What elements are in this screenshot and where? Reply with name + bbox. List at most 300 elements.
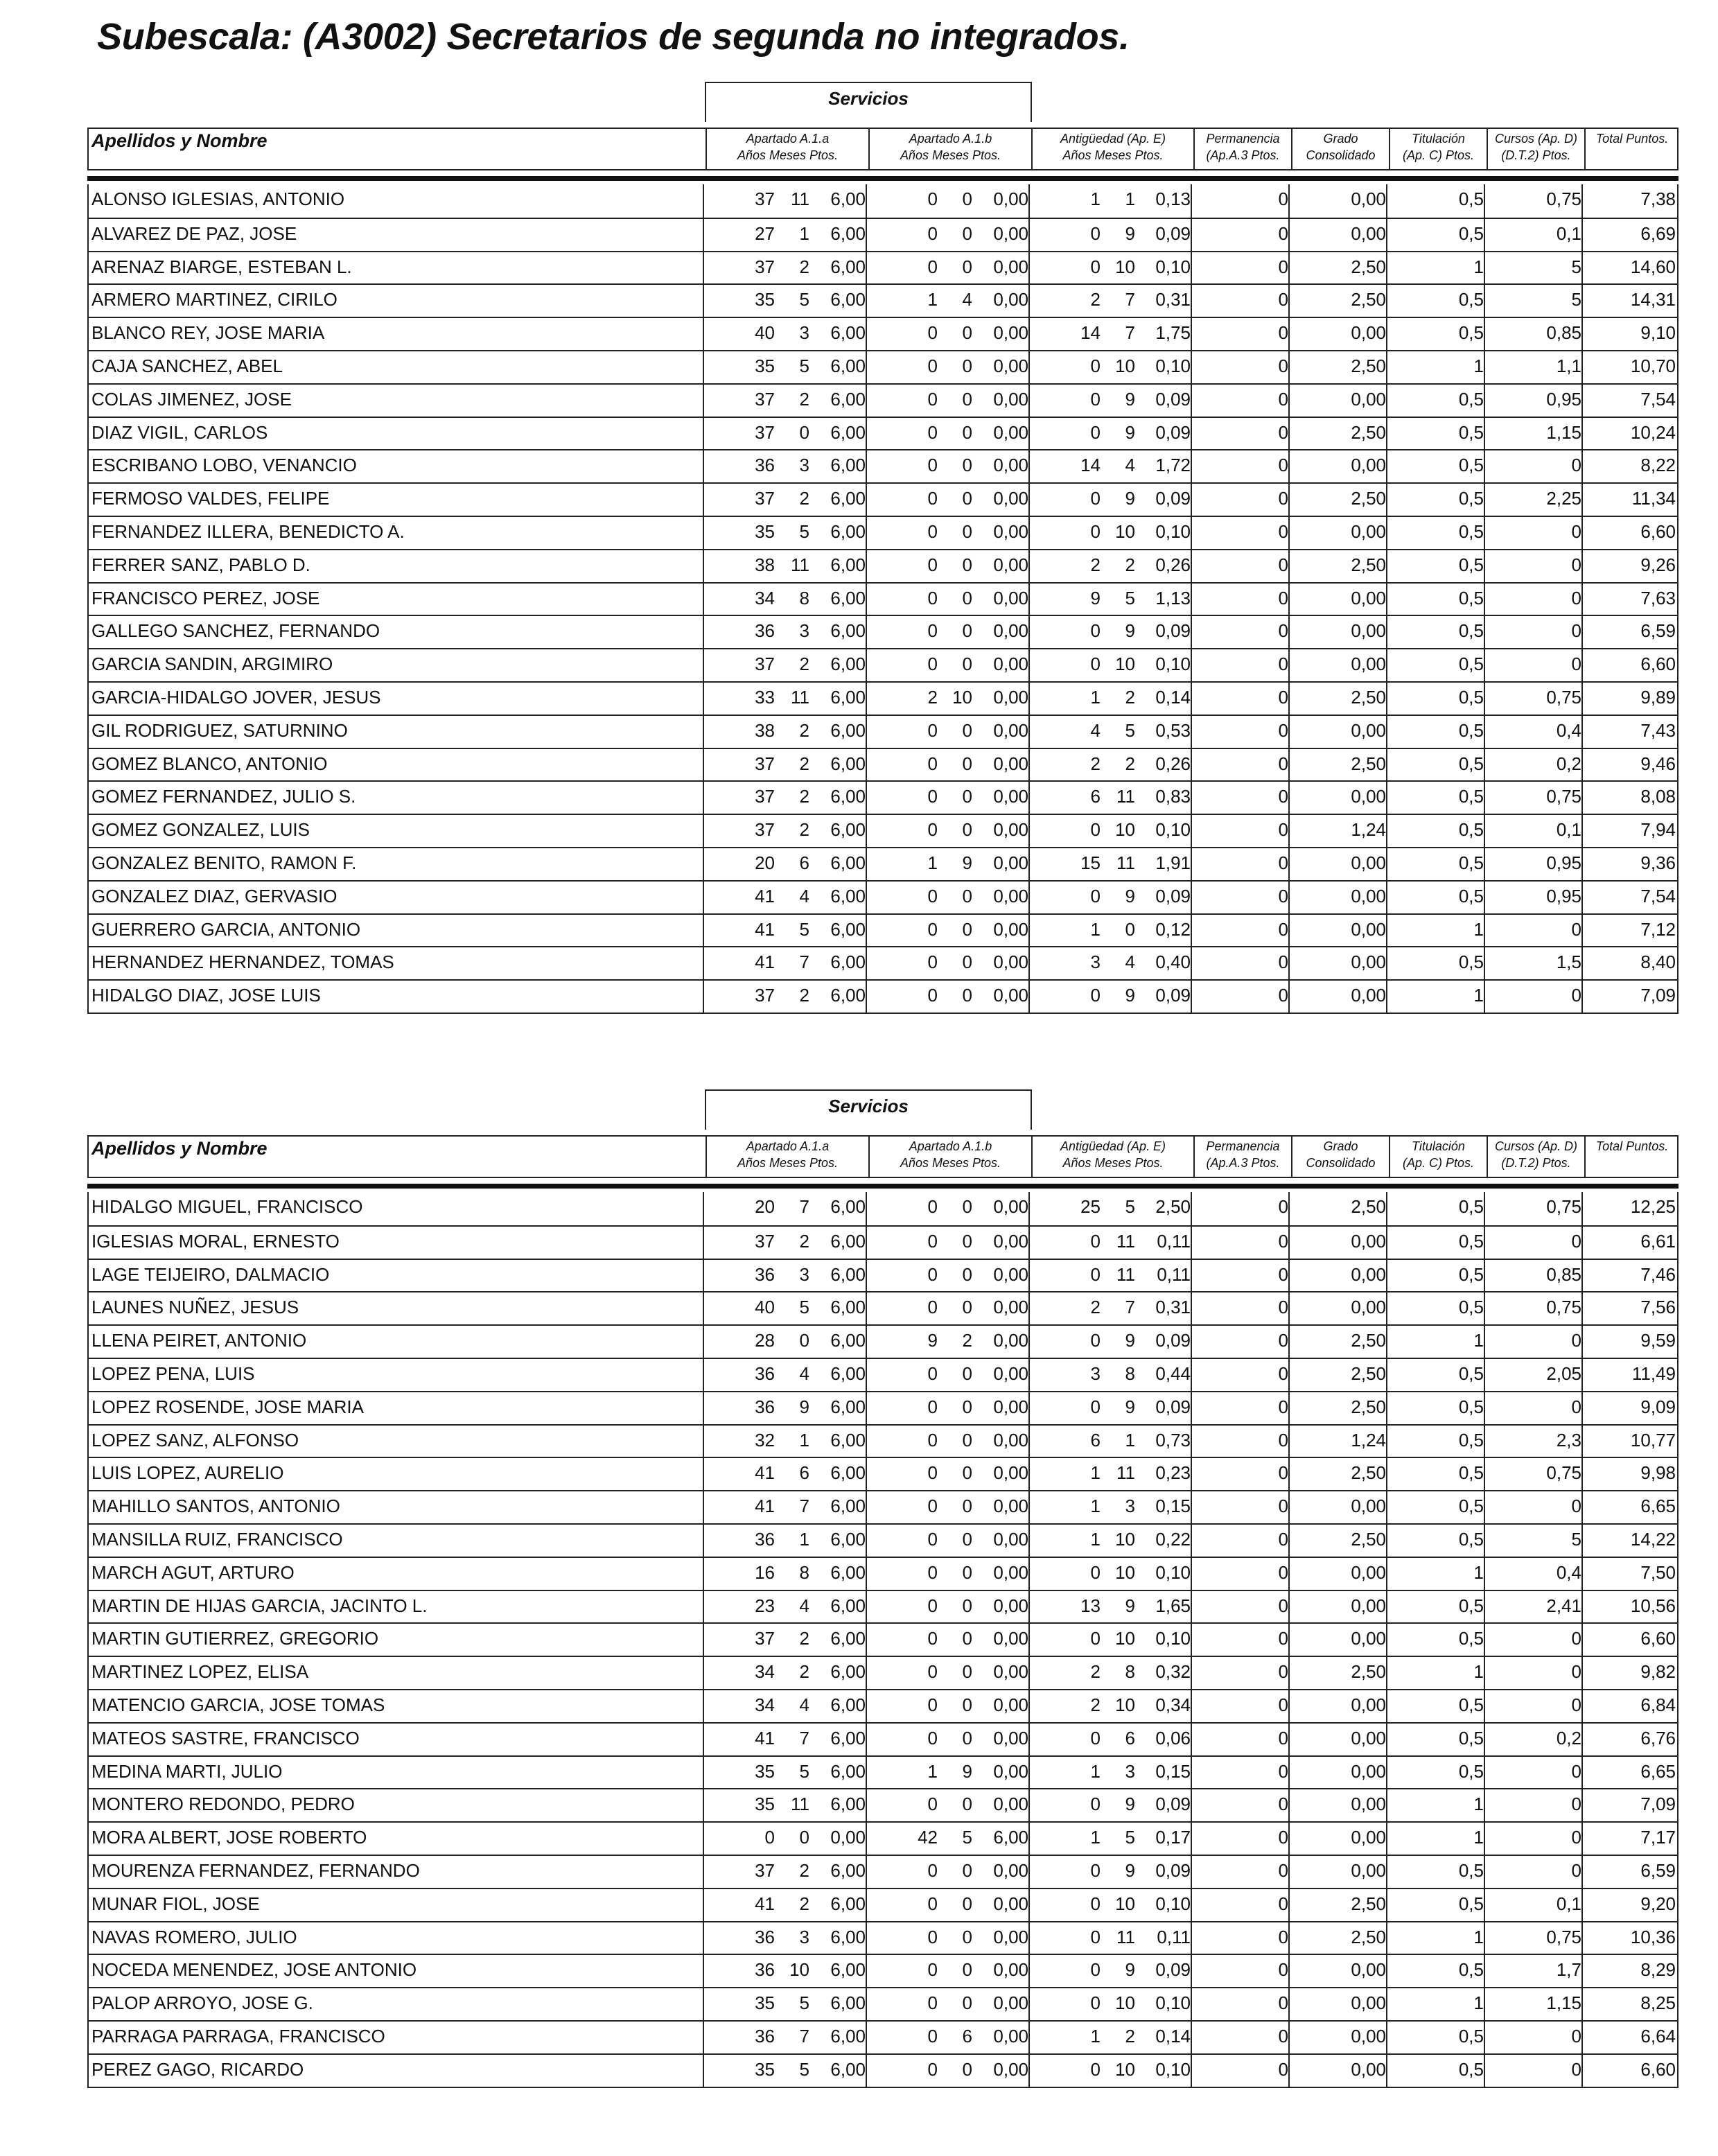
column-divider bbox=[866, 184, 867, 218]
cell-a1b-points: 0,00 bbox=[993, 719, 1028, 741]
cell-permanencia: 0 bbox=[1278, 1628, 1288, 1649]
column-divider bbox=[1581, 318, 1583, 350]
column-divider bbox=[1028, 1260, 1030, 1292]
cell-total: 9,20 bbox=[1640, 1893, 1676, 1914]
header-tit-title: Titulación bbox=[1412, 1139, 1465, 1153]
cell-a1b-years: 0 bbox=[927, 256, 938, 277]
column-divider bbox=[1484, 1988, 1485, 2020]
column-divider bbox=[866, 1458, 867, 1490]
column-divider bbox=[1386, 1922, 1387, 1954]
column-divider bbox=[703, 649, 704, 681]
cell-antig-points: 0,10 bbox=[1155, 819, 1191, 841]
column-divider bbox=[1484, 1724, 1485, 1755]
cell-permanencia: 0 bbox=[1278, 488, 1288, 509]
cell-antig-points: 0,11 bbox=[1157, 1263, 1191, 1285]
cell-antig-months: 5 bbox=[1125, 719, 1135, 741]
table-row bbox=[89, 283, 1677, 317]
cell-grado: 0,00 bbox=[1351, 455, 1386, 476]
header-name: Apellidos y Nombre bbox=[91, 130, 268, 151]
cell-cursos: 0,75 bbox=[1546, 1926, 1581, 1947]
cell-total: 8,08 bbox=[1640, 786, 1676, 807]
cell-name: GUERRERO GARCIA, ANTONIO bbox=[91, 918, 361, 940]
column-divider bbox=[1484, 1326, 1485, 1358]
cell-permanencia: 0 bbox=[1278, 1528, 1288, 1550]
column-divider bbox=[1191, 848, 1192, 880]
cell-total: 10,56 bbox=[1630, 1595, 1676, 1616]
column-divider bbox=[703, 318, 704, 350]
cell-a1a-years: 36 bbox=[755, 1959, 775, 1981]
cell-permanencia: 0 bbox=[1278, 554, 1288, 575]
table-row bbox=[89, 1291, 1677, 1324]
cell-total: 9,89 bbox=[1640, 686, 1676, 708]
column-divider bbox=[703, 1392, 704, 1424]
cell-a1a-months: 2 bbox=[799, 1628, 809, 1649]
cell-a1a-points: 6,00 bbox=[830, 520, 866, 542]
cell-a1b-months: 0 bbox=[962, 1230, 972, 1252]
column-divider bbox=[1484, 815, 1485, 847]
table-row bbox=[89, 681, 1677, 715]
cell-total: 6,69 bbox=[1640, 222, 1676, 244]
cell-grado: 0,00 bbox=[1351, 2025, 1386, 2047]
cell-permanencia: 0 bbox=[1278, 289, 1288, 310]
column-divider bbox=[1581, 848, 1583, 880]
column-divider bbox=[1028, 1922, 1030, 1954]
cell-a1a-years: 37 bbox=[755, 654, 775, 675]
cell-antig-years: 0 bbox=[1090, 520, 1101, 542]
cell-antig-years: 0 bbox=[1090, 1396, 1101, 1417]
cell-titulacion: 0,5 bbox=[1458, 1859, 1484, 1881]
cell-antig-years: 0 bbox=[1090, 654, 1101, 675]
cell-a1a-months: 2 bbox=[799, 985, 809, 1006]
column-divider bbox=[1288, 484, 1290, 516]
column-divider bbox=[1288, 318, 1290, 350]
column-divider bbox=[1191, 1458, 1192, 1490]
column-divider bbox=[1191, 1591, 1192, 1623]
cell-a1a-points: 6,00 bbox=[830, 1926, 866, 1947]
column-divider bbox=[1484, 1292, 1485, 1324]
cell-name: LAUNES NUÑEZ, JESUS bbox=[91, 1297, 299, 1318]
column-divider bbox=[703, 1192, 704, 1225]
column-divider bbox=[1581, 616, 1583, 648]
column-divider bbox=[1028, 1227, 1030, 1259]
column-divider bbox=[1581, 782, 1583, 814]
column-divider bbox=[1484, 1525, 1485, 1557]
cell-a1b-points: 0,00 bbox=[993, 753, 1028, 774]
cell-a1a-points: 6,00 bbox=[830, 1362, 866, 1384]
column-divider bbox=[1386, 1491, 1387, 1523]
cell-antig-points: 0,10 bbox=[1155, 355, 1191, 376]
cell-permanencia: 0 bbox=[1278, 786, 1288, 807]
column-divider bbox=[1581, 1757, 1583, 1789]
table-row bbox=[89, 1590, 1677, 1623]
cell-antig-months: 10 bbox=[1115, 355, 1135, 376]
column-divider bbox=[1484, 1491, 1485, 1523]
cell-cursos: 2,3 bbox=[1556, 1429, 1581, 1451]
cell-a1a-months: 5 bbox=[799, 289, 809, 310]
column-divider bbox=[1386, 2055, 1387, 2087]
cell-permanencia: 0 bbox=[1278, 686, 1288, 708]
column-divider bbox=[1484, 749, 1485, 781]
cell-cursos: 1,1 bbox=[1556, 355, 1581, 376]
column-divider bbox=[1386, 1591, 1387, 1623]
cell-a1a-points: 6,00 bbox=[830, 1462, 866, 1484]
column-divider bbox=[1484, 2022, 1485, 2053]
cell-titulacion: 0,5 bbox=[1458, 1496, 1484, 1517]
column-divider bbox=[1288, 252, 1290, 284]
cell-a1a-years: 16 bbox=[755, 1561, 775, 1583]
column-divider bbox=[866, 1922, 867, 1954]
column-divider bbox=[1581, 1690, 1583, 1722]
cell-total: 7,63 bbox=[1640, 587, 1676, 608]
table-row bbox=[89, 1689, 1677, 1722]
table-body bbox=[87, 1192, 1678, 2088]
cell-a1a-months: 2 bbox=[799, 1230, 809, 1252]
cell-a1b-months: 0 bbox=[962, 1628, 972, 1649]
column-divider bbox=[1386, 1789, 1387, 1821]
column-divider bbox=[1581, 2055, 1583, 2087]
cell-a1a-months: 3 bbox=[799, 455, 809, 476]
cell-grado: 0,00 bbox=[1351, 786, 1386, 807]
cell-antig-years: 9 bbox=[1090, 587, 1101, 608]
column-divider bbox=[1191, 1326, 1192, 1358]
column-divider bbox=[1386, 1392, 1387, 1424]
cell-total: 10,77 bbox=[1630, 1429, 1676, 1451]
cell-a1b-months: 0 bbox=[962, 885, 972, 906]
cell-grado: 0,00 bbox=[1351, 1496, 1386, 1517]
column-divider bbox=[1288, 1690, 1290, 1722]
cell-antig-points: 0,83 bbox=[1155, 786, 1191, 807]
column-divider bbox=[1484, 2055, 1485, 2087]
cell-antig-months: 1 bbox=[1125, 189, 1135, 209]
services-group-header: Servicios bbox=[705, 82, 1032, 122]
header-antig-title: Antigüedad (Ap. E) bbox=[1060, 132, 1166, 146]
column-divider bbox=[1386, 616, 1387, 648]
header-a1a-sub: Años Meses Ptos. bbox=[737, 148, 839, 162]
cell-antig-years: 0 bbox=[1090, 256, 1101, 277]
cell-a1a-months: 2 bbox=[799, 1893, 809, 1914]
cell-a1b-months: 0 bbox=[962, 189, 972, 209]
cell-total: 6,59 bbox=[1640, 620, 1676, 642]
cell-name: PALOP ARROYO, JOSE G. bbox=[91, 1992, 313, 2014]
cell-a1a-months: 11 bbox=[791, 1794, 809, 1815]
cell-a1a-points: 6,00 bbox=[830, 1297, 866, 1318]
cell-a1a-years: 36 bbox=[755, 620, 775, 642]
cell-permanencia: 0 bbox=[1278, 1661, 1288, 1683]
cell-a1a-months: 3 bbox=[799, 1926, 809, 1947]
cell-a1b-years: 0 bbox=[927, 388, 938, 410]
column-divider bbox=[703, 1922, 704, 1954]
column-divider bbox=[1288, 915, 1290, 947]
cell-cursos: 1,7 bbox=[1556, 1959, 1581, 1981]
cell-a1b-months: 0 bbox=[962, 1727, 972, 1749]
cell-a1a-years: 40 bbox=[755, 322, 775, 344]
cell-antig-months: 9 bbox=[1125, 1330, 1135, 1351]
cell-a1a-points: 6,00 bbox=[830, 786, 866, 807]
column-divider bbox=[703, 1988, 704, 2020]
column-divider bbox=[1484, 385, 1485, 417]
cell-a1a-points: 6,00 bbox=[830, 686, 866, 708]
cell-antig-years: 25 bbox=[1080, 1196, 1101, 1217]
column-divider bbox=[1028, 848, 1030, 880]
cell-permanencia: 0 bbox=[1278, 1893, 1288, 1914]
column-divider bbox=[703, 882, 704, 913]
cell-a1b-years: 0 bbox=[927, 355, 938, 376]
column-divider bbox=[1028, 1392, 1030, 1424]
cell-antig-years: 1 bbox=[1090, 1827, 1101, 1848]
cell-a1b-years: 0 bbox=[927, 753, 938, 774]
cell-a1b-years: 0 bbox=[927, 1628, 938, 1649]
table-row bbox=[89, 549, 1677, 582]
cell-grado: 0,00 bbox=[1351, 1561, 1386, 1583]
cell-a1a-years: 40 bbox=[755, 1297, 775, 1318]
cell-a1a-years: 28 bbox=[755, 1330, 775, 1351]
cell-a1b-years: 0 bbox=[927, 322, 938, 344]
cell-total: 7,09 bbox=[1640, 1794, 1676, 1815]
column-divider bbox=[1484, 649, 1485, 681]
cell-a1a-years: 35 bbox=[755, 289, 775, 310]
cell-a1b-points: 0,00 bbox=[993, 1330, 1028, 1351]
cell-titulacion: 1 bbox=[1473, 1827, 1484, 1848]
cell-a1a-years: 38 bbox=[755, 719, 775, 741]
cell-a1a-months: 3 bbox=[799, 1263, 809, 1285]
cell-cursos: 0,75 bbox=[1546, 686, 1581, 708]
column-divider bbox=[1028, 1426, 1030, 1457]
column-divider bbox=[1386, 184, 1387, 218]
cell-antig-months: 8 bbox=[1125, 1362, 1135, 1384]
column-divider bbox=[1191, 2055, 1192, 2087]
column-divider bbox=[1484, 184, 1485, 218]
column-divider bbox=[703, 1823, 704, 1855]
cell-antig-months: 7 bbox=[1125, 1297, 1135, 1318]
cell-permanencia: 0 bbox=[1278, 952, 1288, 973]
cell-name: MANSILLA RUIZ, FRANCISCO bbox=[91, 1528, 343, 1550]
cell-grado: 0,00 bbox=[1351, 1959, 1386, 1981]
cell-cursos: 0 bbox=[1571, 520, 1581, 542]
cell-cursos: 2,25 bbox=[1546, 488, 1581, 509]
column-divider bbox=[866, 1757, 867, 1789]
column-divider bbox=[1028, 2022, 1030, 2053]
cell-a1b-months: 0 bbox=[962, 322, 972, 344]
cell-grado: 0,00 bbox=[1351, 388, 1386, 410]
column-divider bbox=[1028, 219, 1030, 251]
cell-cursos: 0,2 bbox=[1556, 1727, 1581, 1749]
column-divider bbox=[866, 550, 867, 582]
cell-a1b-years: 0 bbox=[927, 1196, 938, 1217]
cell-total: 8,22 bbox=[1640, 455, 1676, 476]
cell-total: 9,10 bbox=[1640, 322, 1676, 344]
cell-grado: 0,00 bbox=[1351, 1794, 1386, 1815]
column-divider bbox=[1028, 517, 1030, 549]
table-row bbox=[89, 350, 1677, 383]
cell-a1b-years: 0 bbox=[927, 620, 938, 642]
column-divider bbox=[1581, 882, 1583, 913]
cell-antig-years: 1 bbox=[1090, 1528, 1101, 1550]
cell-total: 9,59 bbox=[1640, 1330, 1676, 1351]
cell-cursos: 0,1 bbox=[1556, 1893, 1581, 1914]
column-divider bbox=[1028, 1192, 1030, 1225]
cell-antig-years: 0 bbox=[1090, 1628, 1101, 1649]
cell-antig-years: 2 bbox=[1090, 753, 1101, 774]
cell-antig-points: 0,10 bbox=[1155, 1561, 1191, 1583]
cell-grado: 1,24 bbox=[1351, 1429, 1386, 1451]
cell-grado: 2,50 bbox=[1351, 1661, 1386, 1683]
cell-total: 6,65 bbox=[1640, 1496, 1676, 1517]
column-divider bbox=[1191, 252, 1192, 284]
cell-antig-points: 0,10 bbox=[1155, 2058, 1191, 2080]
column-divider bbox=[1288, 1326, 1290, 1358]
column-divider bbox=[1191, 1192, 1192, 1225]
cell-total: 6,61 bbox=[1640, 1230, 1676, 1252]
table-row bbox=[89, 1557, 1677, 1590]
cell-cursos: 0,75 bbox=[1546, 786, 1581, 807]
cell-a1a-years: 36 bbox=[755, 1926, 775, 1947]
cell-a1b-points: 0,00 bbox=[993, 2058, 1028, 2080]
column-divider bbox=[1484, 782, 1485, 814]
column-divider bbox=[866, 1624, 867, 1656]
cell-titulacion: 1 bbox=[1473, 985, 1484, 1006]
cell-grado: 0,00 bbox=[1351, 852, 1386, 873]
cell-total: 11,34 bbox=[1631, 488, 1676, 509]
cell-antig-months: 10 bbox=[1115, 1893, 1135, 1914]
cell-grado: 0,00 bbox=[1351, 1263, 1386, 1285]
column-divider bbox=[1288, 418, 1290, 450]
cell-total: 7,43 bbox=[1640, 719, 1676, 741]
cell-a1a-years: 37 bbox=[755, 1859, 775, 1881]
cell-a1a-years: 20 bbox=[755, 852, 775, 873]
cell-a1b-points: 0,00 bbox=[993, 819, 1028, 841]
cell-antig-months: 10 bbox=[1115, 1628, 1135, 1649]
cell-a1b-months: 0 bbox=[962, 753, 972, 774]
cell-antig-points: 0,53 bbox=[1155, 719, 1191, 741]
column-divider bbox=[1581, 1657, 1583, 1689]
cell-a1a-months: 11 bbox=[791, 189, 809, 209]
cell-antig-months: 9 bbox=[1125, 885, 1135, 906]
cell-grado: 2,50 bbox=[1351, 256, 1386, 277]
cell-a1a-months: 8 bbox=[799, 587, 809, 608]
cell-titulacion: 0,5 bbox=[1458, 1362, 1484, 1384]
cell-a1b-months: 0 bbox=[962, 1462, 972, 1484]
cell-total: 6,65 bbox=[1640, 1760, 1676, 1782]
cell-antig-months: 11 bbox=[1116, 1230, 1135, 1252]
cell-name: HIDALGO MIGUEL, FRANCISCO bbox=[91, 1196, 363, 1217]
cell-a1b-points: 0,00 bbox=[993, 2025, 1028, 2047]
cell-a1a-months: 6 bbox=[799, 852, 809, 873]
cell-a1b-points: 0,00 bbox=[993, 918, 1028, 940]
cell-a1b-years: 0 bbox=[927, 1893, 938, 1914]
cell-cursos: 1,15 bbox=[1546, 1992, 1581, 2014]
cell-antig-points: 0,10 bbox=[1155, 1893, 1191, 1914]
cell-a1b-points: 0,00 bbox=[993, 455, 1028, 476]
column-divider bbox=[1581, 252, 1583, 284]
cell-a1b-years: 0 bbox=[927, 222, 938, 244]
cell-a1b-points: 0,00 bbox=[993, 1528, 1028, 1550]
cell-antig-years: 14 bbox=[1080, 322, 1101, 344]
cell-total: 7,46 bbox=[1640, 1263, 1676, 1285]
cell-name: ESCRIBANO LOBO, VENANCIO bbox=[91, 455, 357, 476]
column-divider bbox=[1191, 517, 1192, 549]
column-divider bbox=[1386, 351, 1387, 383]
column-divider bbox=[1484, 1426, 1485, 1457]
column-divider bbox=[703, 749, 704, 781]
cell-a1a-months: 5 bbox=[799, 2058, 809, 2080]
cell-permanencia: 0 bbox=[1278, 819, 1288, 841]
column-divider bbox=[1288, 1922, 1290, 1954]
column-divider bbox=[703, 1359, 704, 1391]
cell-a1b-years: 0 bbox=[927, 1297, 938, 1318]
table-row bbox=[89, 1888, 1677, 1921]
cell-total: 7,38 bbox=[1640, 189, 1676, 209]
column-divider bbox=[1288, 550, 1290, 582]
table-body bbox=[87, 184, 1678, 1014]
table-row bbox=[89, 1921, 1677, 1954]
cell-antig-points: 0,12 bbox=[1155, 918, 1191, 940]
cell-a1a-months: 5 bbox=[799, 1760, 809, 1782]
cell-permanencia: 0 bbox=[1278, 1959, 1288, 1981]
column-divider bbox=[1484, 981, 1485, 1013]
cell-name: MAHILLO SANTOS, ANTONIO bbox=[91, 1496, 340, 1517]
cell-a1a-points: 6,00 bbox=[830, 620, 866, 642]
column-divider bbox=[1386, 1624, 1387, 1656]
cell-a1a-months: 5 bbox=[799, 520, 809, 542]
cell-a1b-months: 0 bbox=[962, 520, 972, 542]
column-divider bbox=[1386, 1260, 1387, 1292]
column-divider bbox=[1581, 1789, 1583, 1821]
column-divider bbox=[1484, 1823, 1485, 1855]
column-divider bbox=[1581, 947, 1583, 979]
cell-antig-months: 8 bbox=[1125, 1661, 1135, 1683]
column-divider bbox=[1288, 285, 1290, 317]
cell-total: 10,70 bbox=[1630, 355, 1676, 376]
cell-name: NOCEDA MENENDEZ, JOSE ANTONIO bbox=[91, 1959, 417, 1981]
cell-a1a-points: 6,00 bbox=[830, 1496, 866, 1517]
header-antiguedad bbox=[1031, 1137, 1193, 1177]
table-row bbox=[89, 1457, 1677, 1490]
cell-grado: 0,00 bbox=[1351, 1297, 1386, 1318]
cell-a1b-months: 0 bbox=[962, 1263, 972, 1285]
cell-cursos: 0,85 bbox=[1546, 1263, 1581, 1285]
column-divider bbox=[1288, 716, 1290, 748]
cell-titulacion: 0,5 bbox=[1458, 554, 1484, 575]
cell-a1a-years: 37 bbox=[755, 488, 775, 509]
cell-a1b-months: 0 bbox=[962, 918, 972, 940]
cell-a1a-points: 6,00 bbox=[830, 1561, 866, 1583]
cell-a1b-months: 0 bbox=[962, 554, 972, 575]
cell-name: ARENAZ BIARGE, ESTEBAN L. bbox=[91, 256, 352, 277]
column-divider bbox=[1191, 947, 1192, 979]
cell-antig-months: 9 bbox=[1125, 488, 1135, 509]
column-divider bbox=[1191, 318, 1192, 350]
cell-titulacion: 0,5 bbox=[1458, 1760, 1484, 1782]
cell-titulacion: 0,5 bbox=[1458, 753, 1484, 774]
cell-name: LAGE TEIJEIRO, DALMACIO bbox=[91, 1263, 330, 1285]
cell-antig-points: 0,09 bbox=[1155, 1330, 1191, 1351]
cell-total: 9,82 bbox=[1640, 1661, 1676, 1683]
cell-antig-months: 11 bbox=[1116, 1263, 1135, 1285]
cell-grado: 1,24 bbox=[1351, 819, 1386, 841]
cell-permanencia: 0 bbox=[1278, 520, 1288, 542]
column-divider bbox=[1288, 981, 1290, 1013]
cell-a1b-months: 5 bbox=[962, 1827, 972, 1848]
cell-a1b-months: 0 bbox=[962, 786, 972, 807]
cell-name: GOMEZ GONZALEZ, LUIS bbox=[91, 819, 310, 841]
cell-a1a-months: 1 bbox=[799, 1528, 809, 1550]
cell-a1b-points: 0,00 bbox=[993, 1859, 1028, 1881]
cell-antig-points: 0,09 bbox=[1155, 985, 1191, 1006]
cell-a1a-years: 37 bbox=[755, 753, 775, 774]
cell-total: 6,64 bbox=[1640, 2025, 1676, 2047]
cell-name: LUIS LOPEZ, AURELIO bbox=[91, 1462, 284, 1484]
cell-a1b-years: 0 bbox=[927, 952, 938, 973]
